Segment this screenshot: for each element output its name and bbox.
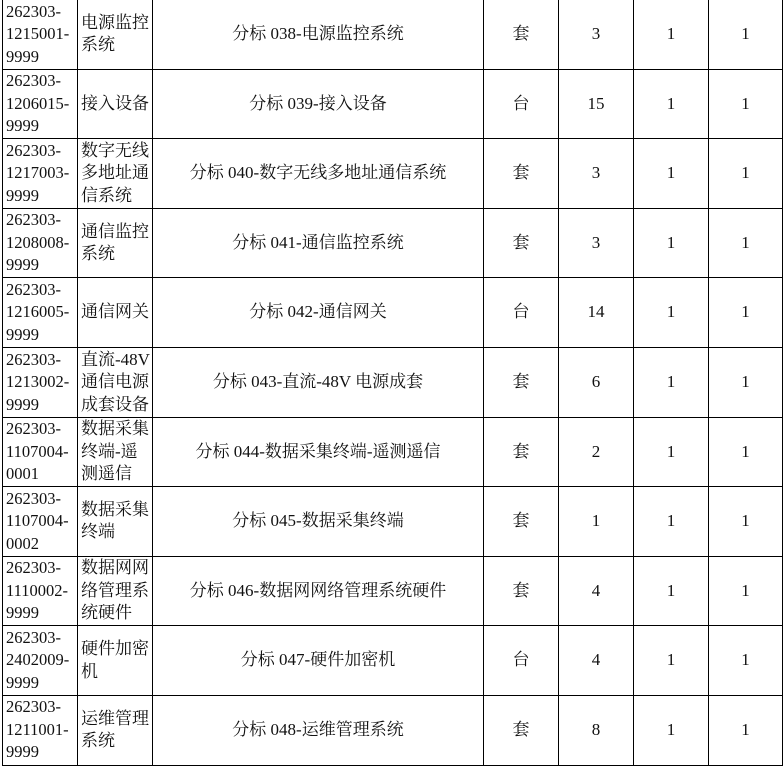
unit: 套: [484, 556, 559, 626]
lot-description: 分标 044-数据采集终端-遥测遥信: [153, 417, 484, 487]
quantity: 1: [559, 487, 634, 557]
material-name: 数据网网络管理系统硬件: [78, 556, 153, 626]
material-code: 262303-1211001-9999: [3, 695, 78, 765]
lot-description: 分标 048-运维管理系统: [153, 695, 484, 765]
unit: 套: [484, 347, 559, 417]
column-6-value: 1: [634, 0, 709, 69]
column-7-value: 1: [709, 626, 783, 696]
column-7-value: 1: [709, 208, 783, 278]
table-row: [3, 417, 783, 487]
column-6-value: 1: [634, 695, 709, 765]
material-code: 262303-1217003-9999: [3, 139, 78, 209]
material-name: 数据采集终端-遥测遥信: [78, 417, 153, 487]
table-row: [3, 626, 783, 696]
lot-table: [2, 0, 783, 766]
lot-description: 分标 043-直流-48V 电源成套: [153, 347, 484, 417]
material-code: 262303-1206015-9999: [3, 69, 78, 139]
quantity: 15: [559, 69, 634, 139]
column-7-value: 1: [709, 139, 783, 209]
material-name: 数据采集终端: [78, 487, 153, 557]
column-7-value: 1: [709, 347, 783, 417]
table-row: [3, 0, 783, 69]
table-row: [3, 487, 783, 557]
quantity: 2: [559, 417, 634, 487]
unit: 台: [484, 626, 559, 696]
column-6-value: 1: [634, 69, 709, 139]
quantity: 3: [559, 139, 634, 209]
quantity: 3: [559, 208, 634, 278]
table-row: [3, 347, 783, 417]
material-code: 262303-1213002-9999: [3, 347, 78, 417]
column-7-value: 1: [709, 69, 783, 139]
material-name: 数字无线多地址通信系统: [78, 139, 153, 209]
unit: 套: [484, 695, 559, 765]
material-code: 262303-2402009-9999: [3, 626, 78, 696]
material-name: 电源监控系统: [78, 0, 153, 69]
quantity: 4: [559, 556, 634, 626]
column-6-value: 1: [634, 208, 709, 278]
table-row: [3, 208, 783, 278]
quantity: 8: [559, 695, 634, 765]
material-name: 运维管理系统: [78, 695, 153, 765]
material-code: 262303-1216005-9999: [3, 278, 78, 348]
column-7-value: 1: [709, 417, 783, 487]
lot-description: 分标 041-通信监控系统: [153, 208, 484, 278]
unit: 台: [484, 278, 559, 348]
column-6-value: 1: [634, 487, 709, 557]
table-row: [3, 556, 783, 626]
table-row: [3, 139, 783, 209]
quantity: 14: [559, 278, 634, 348]
quantity: 3: [559, 0, 634, 69]
column-7-value: 1: [709, 695, 783, 765]
unit: 台: [484, 69, 559, 139]
column-6-value: 1: [634, 347, 709, 417]
material-name: 接入设备: [78, 69, 153, 139]
table-row: [3, 69, 783, 139]
material-code: 262303-1215001-9999: [3, 0, 78, 69]
quantity: 4: [559, 626, 634, 696]
lot-description: 分标 039-接入设备: [153, 69, 484, 139]
lot-description: 分标 046-数据网网络管理系统硬件: [153, 556, 484, 626]
lot-description: 分标 045-数据采集终端: [153, 487, 484, 557]
column-6-value: 1: [634, 417, 709, 487]
unit: 套: [484, 487, 559, 557]
lot-description: 分标 038-电源监控系统: [153, 0, 484, 69]
lot-description: 分标 047-硬件加密机: [153, 626, 484, 696]
lot-description: 分标 040-数字无线多地址通信系统: [153, 139, 484, 209]
unit: 套: [484, 0, 559, 69]
column-6-value: 1: [634, 556, 709, 626]
table-row: [3, 695, 783, 765]
material-code: 262303-1107004-0001: [3, 417, 78, 487]
column-6-value: 1: [634, 626, 709, 696]
table-row: [3, 278, 783, 348]
material-name: 通信网关: [78, 278, 153, 348]
column-7-value: 1: [709, 487, 783, 557]
quantity: 6: [559, 347, 634, 417]
unit: 套: [484, 208, 559, 278]
material-name: 直流-48V通信电源成套设备: [78, 347, 153, 417]
material-code: 262303-1110002-9999: [3, 556, 78, 626]
column-6-value: 1: [634, 278, 709, 348]
material-code: 262303-1208008-9999: [3, 208, 78, 278]
material-name: 硬件加密机: [78, 626, 153, 696]
column-7-value: 1: [709, 556, 783, 626]
material-code: 262303-1107004-0002: [3, 487, 78, 557]
column-7-value: 1: [709, 278, 783, 348]
column-6-value: 1: [634, 139, 709, 209]
lot-description: 分标 042-通信网关: [153, 278, 484, 348]
column-7-value: 1: [709, 0, 783, 69]
unit: 套: [484, 417, 559, 487]
unit: 套: [484, 139, 559, 209]
material-name: 通信监控系统: [78, 208, 153, 278]
